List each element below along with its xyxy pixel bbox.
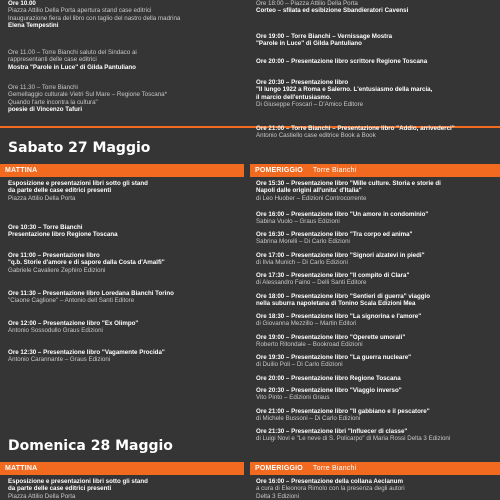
event-detail: di Leo Huober – Edizioni Controcorrente bbox=[256, 194, 367, 202]
event-title: Ore 12:30 – Presentazione libro "Vagamente Procida" bbox=[8, 349, 165, 356]
event-title: da parte delle case editrici presenti bbox=[8, 485, 112, 493]
sunday-morning-header bbox=[0, 462, 244, 475]
event-detail: Ore 11.00 – Torre Bianchi saluto del Sindaco ai bbox=[8, 49, 137, 56]
event-entry bbox=[256, 125, 492, 140]
saturday-morning-column bbox=[8, 180, 244, 420]
event-title: Ore 20:00 – Presentazione libro scrittore Regione Toscana bbox=[256, 58, 428, 65]
top-right-column bbox=[256, 0, 492, 140]
event-detail: di Michele Bussoni – Di Carlo Edizioni bbox=[256, 415, 361, 423]
event-title: nella suburra napoletana di Tonino Scala Edizioni Mea bbox=[256, 300, 416, 308]
saturday-afternoon-column bbox=[256, 180, 492, 443]
event-detail: Ore 11.30 – Torre Bianchi bbox=[8, 84, 78, 91]
event-title: Ore 21:30 – Presentazione libri "Influecer di classe" bbox=[256, 428, 408, 435]
event-entry bbox=[256, 313, 492, 328]
event-title: Esposizione e presentazioni libri sotto gli stand bbox=[8, 180, 148, 187]
event-detail: Quando l'arte incontra la cultura" bbox=[8, 98, 98, 106]
event-title: Corteo – sfilata ed esibizione Sbandieratori Cavensi bbox=[256, 7, 409, 15]
event-entry bbox=[256, 0, 492, 15]
saturday-afternoon-location: Torre Bianchi bbox=[312, 167, 357, 174]
event-title: Ore 16:00 – Presentazione della collana Aeclanum bbox=[256, 478, 403, 485]
event-title: Ore 16:30 – Presentazione libro "Tra corpo ed anima" bbox=[256, 231, 413, 238]
event-title: Elena Tempestini bbox=[8, 22, 59, 30]
event-title: Ore 21:00 – Torre Bianchi – Presentazione libro "Addio, arrivederci" bbox=[256, 125, 455, 132]
event-entry bbox=[256, 375, 492, 382]
event-detail: Inaugurazione fiera del libro con taglio del nastro della madrina bbox=[8, 14, 181, 22]
event-entry bbox=[256, 334, 492, 349]
saturday-morning-label: MATTINA bbox=[5, 167, 38, 174]
event-title: Ore 17:30 – Presentazione libro "Il compito di Clara" bbox=[256, 272, 410, 279]
event-title: Ore 10.00 bbox=[8, 0, 36, 7]
event-detail: Sabina Vuolo – Graus Edizioni bbox=[256, 218, 340, 226]
event-detail: a cura di Eleonora Rimolo con la presenza degli autori bbox=[256, 485, 405, 493]
event-entry bbox=[8, 49, 244, 71]
event-detail: Ore 18:00 – Piazza Attilio Della Porta bbox=[256, 0, 358, 7]
saturday-afternoon-label: POMERIGGIO bbox=[255, 167, 303, 174]
event-title: Ore 10:30 – Torre Bianchi bbox=[8, 224, 83, 231]
event-title: poesie di Vincenzo Tafuri bbox=[8, 106, 83, 114]
event-detail: rappresentanti delle case editrici bbox=[8, 56, 97, 64]
event-title: Ore 18:00 – Presentazione libro "Sentieri di guerra" viaggio bbox=[256, 293, 431, 300]
sunday-afternoon-location: Torre Bianchi bbox=[312, 465, 357, 472]
event-entry bbox=[256, 293, 492, 308]
event-entry bbox=[256, 387, 492, 402]
event-detail: Gemellaggio culturale Vietri Sul Mare – Regione Toscana* bbox=[8, 91, 168, 99]
event-title: Ore 19:30 – Presentazione libro "La guerra nucleare" bbox=[256, 354, 412, 361]
event-detail: Piazza Attilio Della Porta bbox=[8, 492, 76, 500]
saturday-afternoon-header bbox=[250, 164, 500, 177]
event-entry bbox=[8, 290, 244, 305]
event-detail: Gabriele Cavaliere Zephiro Edizioni bbox=[8, 266, 106, 274]
event-detail: Antonio Carannante – Graus Edizioni bbox=[8, 356, 111, 364]
event-title: Ore 20:30 – Presentazione libro bbox=[256, 79, 349, 86]
top-left-column bbox=[8, 0, 244, 125]
sunday-afternoon-label: POMERIGGIO bbox=[255, 465, 303, 472]
event-title: Ore 20:00 – Presentazione libro Regione Toscana bbox=[256, 375, 401, 382]
event-detail: Di Giuseppe Foscari – D'Amico Editore bbox=[256, 101, 364, 109]
sunday-afternoon-column bbox=[256, 478, 492, 500]
event-title: "Il lungo 1922 a Roma e Salerno. L'entusiasmo della marcia, bbox=[256, 86, 433, 94]
event-detail: di Duilio Poli – Di Carlo Edizioni bbox=[256, 361, 343, 369]
event-title: Ore 11:30 – Presentazione libro Loredana Bianchi Torino bbox=[8, 290, 174, 297]
event-detail: di Alessandro Faino – Delli Santi Editore bbox=[256, 279, 367, 287]
event-title: Ore 16:00 – Presentazione libro "Un amore in condominio" bbox=[256, 211, 429, 218]
event-entry bbox=[256, 58, 492, 65]
sunday-morning-label: MATTINA bbox=[5, 465, 38, 472]
event-title: Ore 20:30 – Presentazione libro "Viaggio inverso" bbox=[256, 387, 402, 394]
event-detail: Roberto Ritondale – Bookroad Edizioni bbox=[256, 341, 363, 349]
event-detail: Piazza Attilio Della Porta bbox=[8, 194, 76, 202]
event-detail: Delta 3 Edizioni bbox=[256, 492, 299, 500]
event-detail: di Ilvia Munich – Di Carlo Edizioni bbox=[256, 259, 348, 267]
event-title: Ore 15:30 – Presentazione libro "Mille culture. Storia e storie di bbox=[256, 180, 441, 187]
event-detail: di Luigi Novi e "Le neve di S. Policarpo" di Maria Rossi Delta 3 Edizioni bbox=[256, 435, 451, 443]
event-entry bbox=[256, 252, 492, 267]
event-entry bbox=[256, 354, 492, 369]
event-title: "q.b. Storie d'amore e di sapore dalla Costa d'Amalfi" bbox=[8, 259, 165, 267]
event-title: Mostra "Parole in Luce" di Gilda Pantuliano bbox=[8, 63, 136, 71]
event-entry bbox=[8, 84, 244, 114]
event-entry bbox=[8, 349, 244, 364]
event-entry bbox=[8, 180, 244, 202]
event-title: Ore 17:00 – Presentazione libro "Signori alzatevi in piedi" bbox=[256, 252, 425, 259]
event-title: da parte delle case editrici presenti bbox=[8, 187, 112, 195]
event-entry bbox=[8, 224, 244, 239]
event-title: Ore 18:30 – Presentazione libro "La signorina e l'amore" bbox=[256, 313, 422, 320]
event-entry bbox=[8, 252, 244, 274]
event-entry bbox=[8, 478, 244, 500]
event-entry bbox=[256, 211, 492, 226]
sunday-afternoon-header bbox=[250, 462, 500, 475]
event-detail: di Giovanna Mezzillo – Martin Editori bbox=[256, 320, 357, 328]
event-entry bbox=[256, 231, 492, 246]
event-title: Ore 21:00 – Presentazione libro "Il gabbiano e il pescatore" bbox=[256, 408, 430, 415]
event-title: Ore 19:00 – Presentazione libro "Operette umorali" bbox=[256, 334, 406, 341]
event-title: Esposizione e presentazioni libri sotto gli stand bbox=[8, 478, 148, 485]
event-title: "Parole in Luce" di Gilda Pantuliano bbox=[256, 40, 362, 48]
event-entry bbox=[256, 478, 492, 500]
event-detail: "Ciaone Caglione" – Antonio dell Santi Editore bbox=[8, 297, 135, 305]
event-title: Ore 11:00 – Presentazione libro bbox=[8, 252, 100, 259]
event-entry bbox=[256, 33, 492, 48]
event-entry bbox=[8, 320, 244, 335]
sunday-title: Domenica 28 Maggio bbox=[8, 438, 173, 454]
event-entry bbox=[256, 408, 492, 423]
event-title: il marcio dell'entusiasmo. bbox=[256, 93, 332, 101]
event-entry bbox=[256, 79, 492, 109]
event-title: Ore 12:00 – Presentazione libro "Ex Olimpo" bbox=[8, 320, 139, 327]
event-entry bbox=[256, 180, 492, 202]
event-detail: Piazza Attilio Della Porta apertura stand case editrici bbox=[8, 7, 152, 15]
saturday-title: Sabato 27 Maggio bbox=[8, 140, 151, 156]
event-title: Ore 19:00 – Torre Bianchi – Vernissage Mostra bbox=[256, 33, 393, 40]
event-detail: Vito Pinto – Edizioni Graus bbox=[256, 394, 330, 402]
event-entry bbox=[256, 428, 492, 443]
event-entry bbox=[256, 272, 492, 287]
sunday-morning-column bbox=[8, 478, 244, 500]
event-entry bbox=[8, 0, 244, 30]
event-title: Napoli dalle origini all'unita' d'Italia" bbox=[256, 187, 362, 195]
event-detail: Antonio Sossodullo Graus Edizioni bbox=[8, 327, 103, 335]
event-detail: Antonio Castiello case editrice Book a Book bbox=[256, 132, 376, 140]
event-title: Presentazione libro Regione Toscana bbox=[8, 231, 118, 239]
saturday-morning-header bbox=[0, 164, 244, 177]
event-detail: Sabrina Morelli – Di Carlo Edizioni bbox=[256, 238, 350, 246]
